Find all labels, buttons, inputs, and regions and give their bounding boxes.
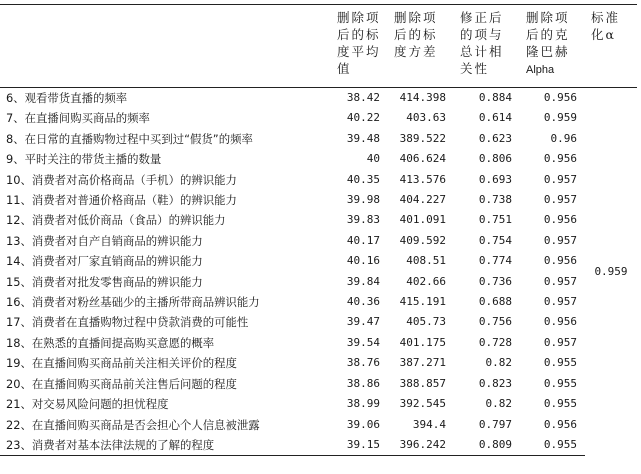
- item-cell: 17、消费者在直播购物过程中贷款消费的可能性: [6, 315, 249, 330]
- table-row: [0, 251, 637, 271]
- corrected-correlation-cell: 0.614: [478, 111, 512, 125]
- header-standardized-alpha: 标准化α: [585, 5, 637, 88]
- item-cell: 7、在直播间购买商品的频率: [6, 111, 150, 126]
- scale-mean-cell: 40.22: [346, 111, 380, 125]
- item-cell: 18、在熟悉的直播间提高购买意愿的概率: [6, 335, 215, 350]
- scale-mean-cell: 40.16: [346, 254, 380, 268]
- alpha-if-deleted-cell: 0.955: [543, 397, 577, 411]
- scale-variance-cell: 414.398: [399, 91, 446, 104]
- header-row: [0, 5, 637, 88]
- corrected-correlation-cell: 0.736: [478, 274, 512, 288]
- scale-mean-cell: 39.15: [331, 435, 388, 456]
- corrected-correlation-cell: 0.809: [454, 435, 520, 456]
- table-row: [0, 231, 637, 251]
- table-row: [0, 190, 637, 210]
- scale-mean-cell: 39.54: [346, 335, 380, 349]
- item-cell: 8、在日常的直播购物过程中买到过“假货”的频率: [6, 131, 253, 146]
- item-cell: 19、在直播间购买商品前关注相关评价的程度: [6, 356, 237, 371]
- scale-mean-cell: 40.35: [346, 172, 380, 186]
- scale-variance-cell: 404.227: [399, 193, 446, 207]
- item-cell: 12、消费者对低价商品（食品）的辨识能力: [6, 213, 226, 228]
- alpha-if-deleted-cell: 0.957: [543, 295, 577, 309]
- table-row: [0, 353, 637, 373]
- corrected-correlation-cell: 0.623: [478, 131, 512, 145]
- scale-mean-cell: 39.48: [346, 131, 380, 145]
- table-row: [0, 149, 637, 169]
- alpha-if-deleted-cell: 0.956: [543, 254, 577, 268]
- scale-variance-cell: 403.63: [406, 111, 446, 125]
- alpha-if-deleted-cell: 0.956: [543, 315, 577, 329]
- item-cell: 16、消费者对粉丝基础少的主播所带商品辨识能力: [6, 295, 260, 310]
- scale-variance-cell: 401.091: [399, 213, 446, 227]
- table-row: [0, 435, 637, 456]
- alpha-if-deleted-cell: 0.957: [543, 335, 577, 349]
- table-row: [0, 272, 637, 292]
- corrected-correlation-cell: 0.728: [478, 335, 512, 349]
- table-body: [0, 88, 637, 456]
- header-alpha-if-deleted-sub: Alpha: [526, 64, 555, 76]
- scale-variance-cell: 392.545: [399, 397, 446, 411]
- item-total-statistics-table: [0, 4, 637, 456]
- scale-variance-cell: 408.51: [406, 254, 446, 268]
- scale-variance-cell: 401.175: [399, 335, 446, 349]
- table-row: [0, 210, 637, 230]
- corrected-correlation-cell: 0.688: [478, 295, 512, 309]
- item-cell: 13、消费者对自产自销商品的辨识能力: [6, 233, 203, 248]
- header-scale-variance-if-deleted: 删除项后的标度方差: [388, 5, 454, 88]
- header-alpha-if-deleted-text: 删除项后的克隆巴赫: [526, 10, 570, 59]
- scale-variance-cell: 406.624: [399, 152, 446, 166]
- table-header: [0, 5, 637, 88]
- item-cell: 15、消费者对批发零售商品的辨识能力: [6, 274, 203, 289]
- scale-mean-cell: 40.17: [346, 233, 380, 247]
- scale-mean-cell: 38.76: [346, 356, 380, 370]
- scale-variance-cell: 389.522: [399, 131, 446, 145]
- scale-mean-cell: 39.83: [346, 213, 380, 227]
- item-cell: 14、消费者对厂家直销商品的辨识能力: [6, 254, 203, 269]
- alpha-if-deleted-cell: 0.959: [543, 111, 577, 125]
- scale-mean-cell: 38.86: [346, 376, 380, 390]
- item-cell: 22、在直播间购买商品是否会担心个人信息被泄露: [6, 417, 260, 432]
- standardized-alpha-value: 0.959: [594, 264, 628, 278]
- table-row: [0, 170, 637, 190]
- scale-mean-cell: 38.99: [346, 397, 380, 411]
- header-corrected-item-total-correlation: 修正后的项与总计相关性: [454, 5, 520, 88]
- table-row: [0, 394, 637, 414]
- scale-variance-cell: 396.242: [388, 435, 454, 456]
- corrected-correlation-cell: 0.756: [478, 315, 512, 329]
- item-cell: 23、消费者对基本法律法规的了解的程度: [0, 435, 331, 456]
- alpha-if-deleted-cell: 0.957: [543, 233, 577, 247]
- item-cell: 21、对交易风险问题的担忧程度: [6, 397, 169, 412]
- alpha-if-deleted-cell: 0.955: [520, 435, 585, 456]
- corrected-correlation-cell: 0.884: [478, 91, 512, 104]
- alpha-if-deleted-cell: 0.96: [550, 131, 577, 145]
- scale-variance-cell: 405.73: [406, 315, 446, 329]
- scale-mean-cell: 39.84: [346, 274, 380, 288]
- alpha-if-deleted-cell: 0.956: [543, 213, 577, 227]
- scale-mean-cell: 39.98: [346, 193, 380, 207]
- corrected-correlation-cell: 0.823: [478, 376, 512, 390]
- alpha-if-deleted-cell: 0.955: [543, 356, 577, 370]
- corrected-correlation-cell: 0.754: [478, 233, 512, 247]
- alpha-if-deleted-cell: 0.955: [543, 376, 577, 390]
- scale-variance-cell: 415.191: [399, 295, 446, 309]
- table-row: [0, 129, 637, 149]
- alpha-if-deleted-cell: 0.957: [543, 193, 577, 207]
- corrected-correlation-cell: 0.738: [478, 193, 512, 207]
- scale-mean-cell: 38.42: [346, 91, 380, 104]
- corrected-correlation-cell: 0.82: [485, 397, 512, 411]
- alpha-if-deleted-cell: 0.956: [543, 417, 577, 431]
- corrected-correlation-cell: 0.797: [478, 417, 512, 431]
- item-cell: 6、观看带货直播的频率: [6, 91, 128, 105]
- item-cell: 20、在直播间购买商品前关注售后问题的程度: [6, 376, 237, 391]
- scale-variance-cell: 388.857: [399, 376, 446, 390]
- item-cell: 11、消费者对普通价格商品（鞋）的辨识能力: [6, 193, 237, 208]
- scale-variance-cell: 413.576: [399, 172, 446, 186]
- scale-variance-cell: 394.4: [412, 417, 446, 431]
- corrected-correlation-cell: 0.806: [478, 152, 512, 166]
- table-row: [0, 374, 637, 394]
- scale-mean-cell: 39.47: [346, 315, 380, 329]
- alpha-if-deleted-cell: 0.956: [543, 152, 577, 166]
- scale-variance-cell: 409.592: [399, 233, 446, 247]
- table-row: [0, 415, 637, 435]
- item-cell: 10、消费者对高价格商品（手机）的辨识能力: [6, 172, 237, 187]
- corrected-correlation-cell: 0.693: [478, 172, 512, 186]
- scale-variance-cell: 387.271: [399, 356, 446, 370]
- scale-mean-cell: 39.06: [346, 417, 380, 431]
- alpha-if-deleted-cell: 0.957: [543, 274, 577, 288]
- scale-mean-cell: 40: [366, 152, 380, 166]
- table-row: [0, 108, 637, 128]
- scale-variance-cell: 402.66: [406, 274, 446, 288]
- alpha-if-deleted-cell: 0.956: [543, 91, 577, 104]
- table-row: [0, 312, 637, 332]
- corrected-correlation-cell: 0.774: [478, 254, 512, 268]
- table-row: [0, 292, 637, 312]
- corrected-correlation-cell: 0.82: [485, 356, 512, 370]
- table-row: [0, 88, 637, 109]
- item-cell: 9、平时关注的带货主播的数量: [6, 152, 162, 167]
- scale-mean-cell: 40.36: [346, 295, 380, 309]
- header-alpha-if-deleted: [520, 5, 585, 88]
- corrected-correlation-cell: 0.751: [478, 213, 512, 227]
- header-item: [0, 5, 331, 88]
- alpha-if-deleted-cell: 0.957: [543, 172, 577, 186]
- header-scale-mean-if-deleted: 删除项后的标度平均值: [331, 5, 388, 88]
- table-row: [0, 333, 637, 353]
